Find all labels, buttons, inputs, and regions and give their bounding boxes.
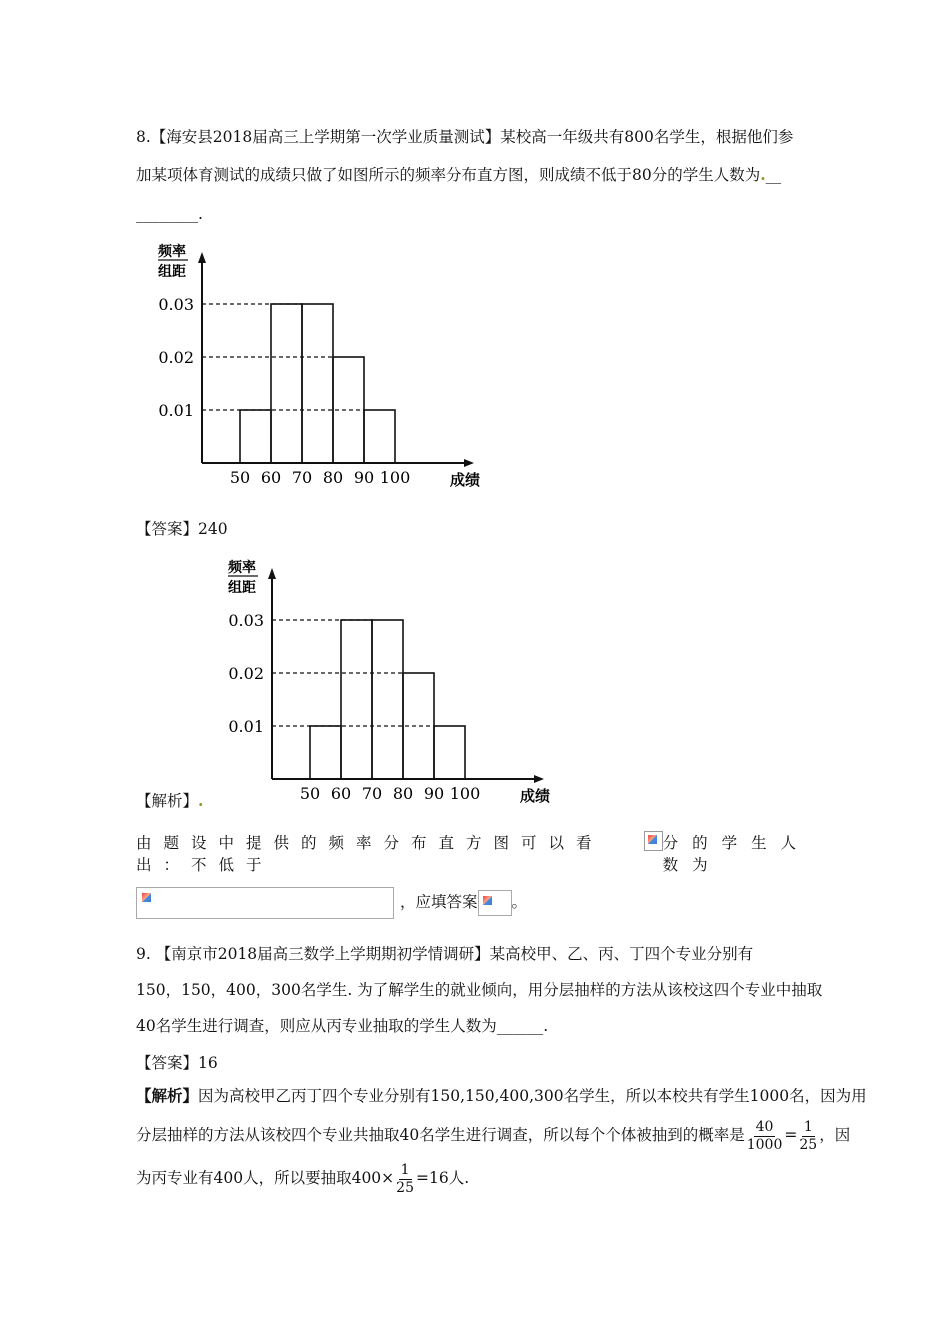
- x-tick-label: 50: [229, 468, 251, 487]
- q9-answer: 【答案】16: [136, 1054, 218, 1072]
- histogram-bar: [372, 620, 403, 779]
- histogram-bar: [364, 410, 395, 463]
- q9-line-1: 9. 【南京市2018届高三数学上学期期初学情调研】某高校甲、乙、丙、丁四个专业分别有: [136, 945, 754, 963]
- y-axis-arrow: [198, 252, 206, 263]
- y-tick-label: 0.02: [228, 664, 264, 683]
- q8-blank-end: ________.: [136, 205, 203, 223]
- frac-num: 40: [755, 1118, 774, 1135]
- x-tick-label: 80: [322, 468, 344, 487]
- histogram-bar: [310, 726, 341, 779]
- marker-dot: .: [198, 791, 204, 810]
- histogram-bar: [434, 726, 465, 779]
- x-tick-label: 50: [299, 784, 321, 803]
- q9-analysis-line-1: [136, 1085, 867, 1107]
- histogram-bar: [240, 410, 271, 463]
- q9-analysis-line-2: [136, 1117, 850, 1154]
- x-tick-label: 70: [291, 468, 313, 487]
- q9-analysis-text-3-end: =16人.: [416, 1169, 470, 1187]
- x-tick-label: 90: [353, 468, 375, 487]
- fraction-1-25: [799, 1119, 817, 1154]
- frac-num: 1: [803, 1118, 813, 1135]
- fraction-1-25-b: [396, 1162, 414, 1197]
- y-label-top: 频率: [158, 244, 186, 260]
- analysis-label: 【解析】: [136, 1086, 199, 1105]
- x-tick-label: 100: [379, 468, 411, 487]
- q8-line-1: 8.【海安县2018届高三上学期第一次学业质量测试】某校高一年级共有800名学生，根据他们参: [136, 128, 794, 146]
- q8-analysis-line-2: [400, 890, 527, 916]
- q9-analysis-line-3: [136, 1160, 469, 1197]
- q8-analysis-label: [136, 789, 203, 811]
- y-tick-label: 0.01: [158, 401, 194, 420]
- formula-image-box: [136, 887, 394, 919]
- analysis-text-1b: 分的学生人数为: [662, 834, 811, 874]
- x-tick-label: 100: [449, 784, 481, 803]
- q9-line-2: 150，150，400，300名学生. 为了解学生的就业倾向，用分层抽样的方法从该校这四个专业中抽取: [136, 981, 823, 999]
- marker-dot: .: [760, 165, 766, 184]
- q9-analysis-text-2-end: ，因: [819, 1126, 851, 1144]
- q8-line-2: [136, 164, 781, 186]
- y-tick-label: 0.02: [158, 348, 194, 367]
- broken-image-icon: [644, 831, 663, 851]
- analysis-label-text: 【解析】: [136, 792, 199, 810]
- answer-image-box: [478, 890, 512, 916]
- y-tick-label: 0.03: [228, 611, 264, 630]
- analysis-text-1: 由题设中提供的频率分布直方图可以看出：不低于: [136, 834, 604, 874]
- frac-den: 1000: [746, 1136, 783, 1153]
- y-label-top: 频率: [228, 560, 256, 576]
- y-axis-arrow: [268, 568, 276, 579]
- frac-num: 1: [400, 1161, 410, 1178]
- y-label-bottom: 组距: [228, 580, 256, 596]
- frac-den: 25: [799, 1136, 818, 1153]
- x-tick-label: 60: [260, 468, 282, 487]
- q9-analysis-text-3: 为丙专业有400人，所以要抽取400×: [136, 1169, 395, 1187]
- q8-answer: 【答案】240: [136, 520, 228, 538]
- x-axis-arrow: [464, 459, 474, 467]
- x-axis-arrow: [534, 775, 544, 783]
- x-tick-label: 80: [392, 784, 414, 803]
- y-tick-label: 0.03: [158, 295, 194, 314]
- q8-blank-start: __: [765, 166, 782, 184]
- x-tick-label: 70: [361, 784, 383, 803]
- histogram-bar: [302, 304, 333, 463]
- x-axis-label: 成绩: [520, 787, 551, 805]
- y-tick-label: 0.01: [228, 717, 264, 736]
- q9-line-3: 40名学生进行调查，则应从丙专业抽取的学生人数为______.: [136, 1017, 549, 1035]
- x-axis-label: 成绩: [450, 471, 481, 489]
- x-tick-label: 60: [330, 784, 352, 803]
- fraction-40-1000: [747, 1119, 783, 1154]
- analysis-text-2: ，应填答案: [400, 893, 478, 911]
- q9-analysis-text-2: 分层抽样的方法从该校四个专业共抽取40名学生进行调查，所以每个个体被抽到的概率是: [136, 1126, 745, 1144]
- equals-sign: =: [784, 1126, 798, 1144]
- histogram-question: [150, 236, 490, 494]
- frac-den: 25: [396, 1179, 414, 1196]
- q8-analysis-line-1: [136, 831, 836, 875]
- q8-line-2-text: 加某项体育测试的成绩只做了如图所示的频率分布直方图，则成绩不低于80分的学生人数为: [136, 166, 761, 184]
- x-tick-label: 90: [423, 784, 445, 803]
- period: 。: [511, 893, 528, 911]
- q9-analysis-text-1: 因为高校甲乙丙丁四个专业分别有150,150,400,300名学生，所以本校共有学生1000名，因为用: [198, 1087, 867, 1105]
- y-label-bottom: 组距: [158, 264, 186, 280]
- histogram-bar: [341, 620, 372, 779]
- broken-image-icon: [480, 893, 500, 911]
- histogram-answer: [220, 552, 560, 810]
- broken-image-icon: [139, 890, 159, 908]
- histogram-bar: [271, 304, 302, 463]
